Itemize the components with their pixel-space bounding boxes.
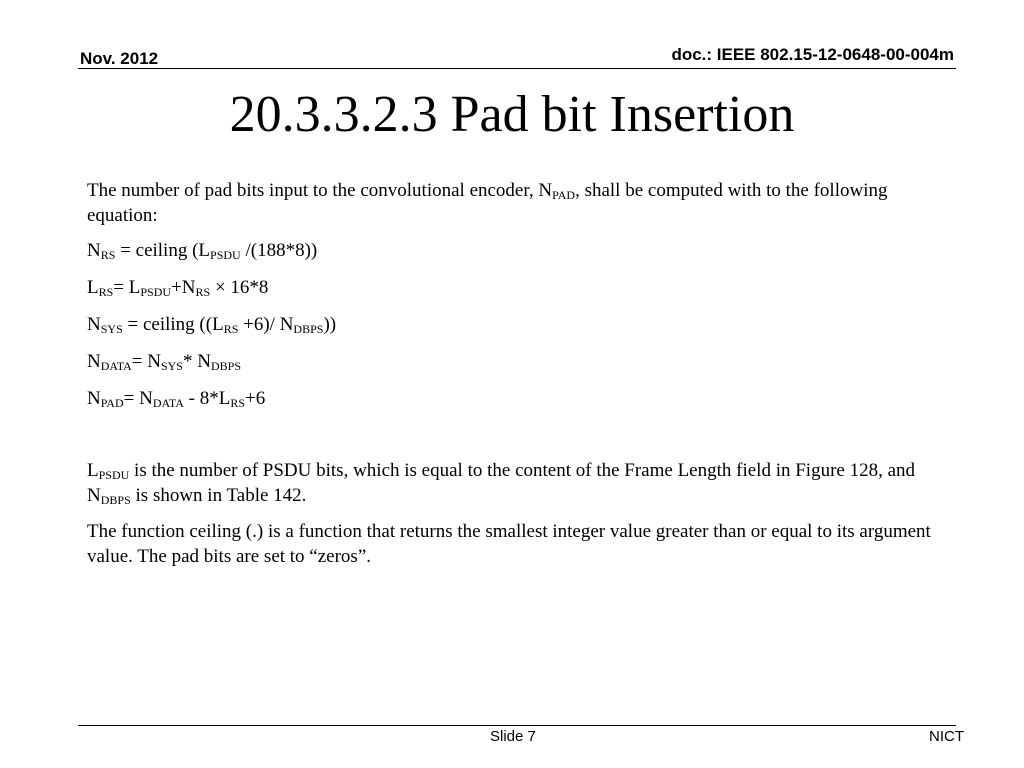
para2-bs: DBPS [100, 493, 131, 507]
eq3-cs: DBPS [293, 322, 324, 336]
footer-divider [78, 725, 956, 726]
equation-ndata [87, 349, 947, 374]
eq2-bs: PSDU [140, 285, 172, 299]
eq4-c: * N [182, 351, 211, 372]
eq2-d: × 16*8 [210, 277, 269, 298]
para2-a: L [87, 460, 99, 481]
eq4-b: = N [131, 351, 161, 372]
eq1-as: RS [100, 248, 116, 262]
eq5-cs: RS [230, 396, 245, 410]
para2-c: is shown in Table 142. [130, 485, 307, 506]
intro-text-1: The number of pad bits input to the convolutional encoder, N [87, 180, 553, 201]
eq3-as: SYS [100, 322, 123, 336]
slide-number: Slide 7 [490, 728, 536, 745]
para2-as: PSDU [98, 468, 130, 482]
slide-body [87, 178, 947, 569]
eq5-b: = N [123, 388, 153, 409]
eq5-a: N [87, 388, 101, 409]
eq5-c: - 8*L [183, 388, 231, 409]
eq4-cs: DBPS [210, 359, 241, 373]
eq3-a: N [87, 314, 101, 335]
eq3-b: = ceiling ((L [122, 314, 224, 335]
intro-paragraph [87, 178, 947, 228]
header-doc-id: doc.: IEEE 802.15-12-0648-00-004m [671, 45, 954, 64]
eq4-as: DATA [100, 359, 132, 373]
equation-nrs [87, 238, 947, 263]
equation-nsys [87, 312, 947, 337]
eq4-bs: SYS [160, 359, 183, 373]
eq2-as: RS [98, 285, 114, 299]
eq1-c: /(188*8)) [240, 240, 318, 261]
eq2-b: = L [113, 277, 141, 298]
eq2-a: L [87, 277, 99, 298]
eq2-c: +N [171, 277, 196, 298]
intro-text-2: , shall be computed with to the following equation: [87, 180, 888, 226]
lpsdu-paragraph [87, 458, 947, 508]
eq4-a: N [87, 351, 101, 372]
eq3-bs: RS [223, 322, 239, 336]
slide-title: 20.3.3.2.3 Pad bit Insertion [229, 86, 795, 143]
eq2-cs: RS [195, 285, 211, 299]
footer-org: NICT [929, 728, 964, 745]
eq1-a: N [87, 240, 101, 261]
ceiling-paragraph: The function ceiling (.) is a function that returns the smallest integer value greater than or equal to its argument value. The pad bits are set to “zeros”. [87, 521, 931, 567]
eq1-bs: PSDU [210, 248, 241, 262]
header-date: Nov. 2012 [80, 49, 159, 68]
para2-b: is the number of PSDU bits, which is equal to the content of the Frame Length field in Figure 128, and N [87, 460, 916, 506]
eq3-c: +6)/ N [238, 314, 294, 335]
intro-sub-1: PAD [552, 188, 576, 202]
header-divider [78, 68, 956, 69]
eq5-d: +6 [245, 388, 266, 409]
eq5-bs: DATA [152, 396, 184, 410]
equation-npad [87, 386, 947, 411]
eq5-as: PAD [100, 396, 124, 410]
eq3-d: )) [323, 314, 337, 335]
equation-lrs [87, 275, 947, 300]
eq1-b: = ceiling (L [115, 240, 211, 261]
